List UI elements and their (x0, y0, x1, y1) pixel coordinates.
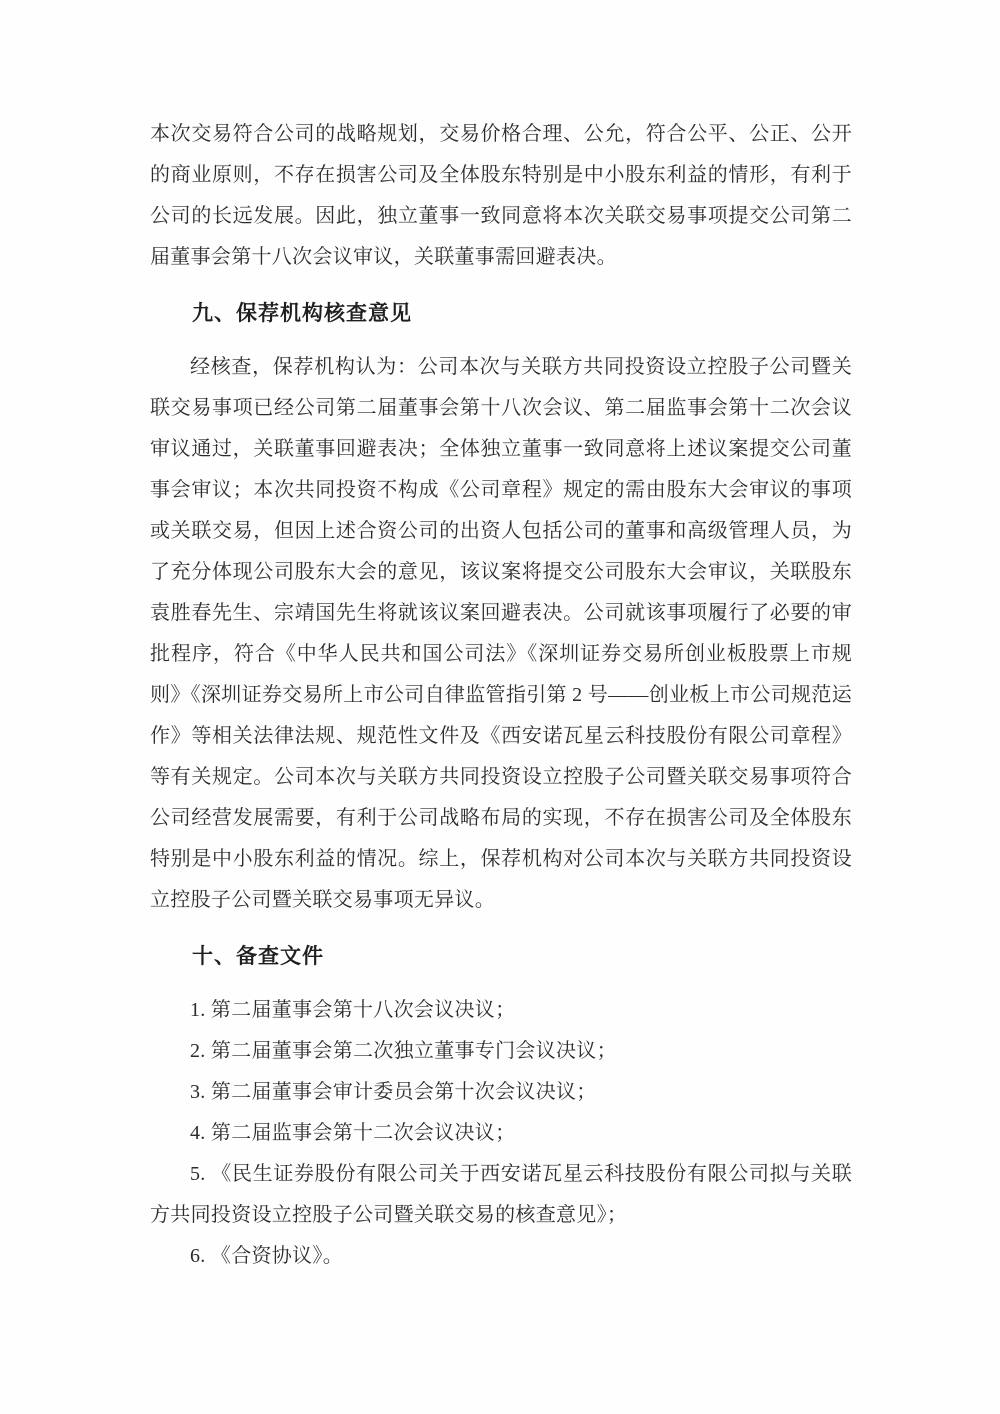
section-heading-ten: 十、备查文件 (192, 945, 324, 968)
section-heading-nine: 九、保荐机构核查意见 (192, 302, 412, 325)
reference-document-item-4: 4. 第二届监事会第十二次会议决议； (190, 1122, 516, 1144)
reference-document-item-1: 1. 第二届董事会第十八次会议决议； (190, 999, 516, 1021)
reference-document-item-3: 3. 第二届董事会审计委员会第十次会议决议； (190, 1081, 597, 1103)
intro-paragraph: 本次交易符合公司的战略规划，交易价格合理、公允，符合公平、公正、公开的商业原则，不存在损害公司及全体股东特别是中小股东利益的情形，有利于公司的长远发展。因此，独立董事一致同意将本次关联交易事项提交公司第二届董事会第十八次会议审议，关联董事需回避表决。 (150, 123, 852, 268)
reference-document-item-5: 5. 《民生证券股份有限公司关于西安诺瓦星云科技股份有限公司拟与关联方共同投资设立控股子公司暨关联交易的核查意见》； (150, 1163, 852, 1226)
section-nine-body-paragraph: 经核查，保荐机构认为：公司本次与关联方共同投资设立控股子公司暨关联交易事项已经公司第二届董事会第十八次会议、第二届监事会第十二次会议审议通过，关联董事回避表决；全体独立董事一致同意将上述议案提交公司董事会审议；本次共同投资不构成《公司章程》规定的需由股东大会审议的事项或关联交易，但因上述合资公司的出资人包括公司的董事和高级管理人员，为了充分体现公司股东大会的意见，该议案将提交公司股东大会审议，关联股东袁胜春先生、宗靖国先生将就该议案回避表决。公司就该事项履行了必要的审批程序，符合《中华人民共和国公司法》《深圳证券交易所创业板股票上市规则》《深圳证券交易所上市公司自律监管指引第 2 号——创业板上市公司规范运作》等相关法律法规、规范性文件及《西安诺瓦星云科技股份有限公司章程》等有关规定。公司本次与关联方共同投资设立控股子公司暨关联交易事项符合公司经营发展需要，有利于公司战略布局的实现，不存在损害公司及全体股东特别是中小股东利益的情况。综上，保荐机构对公司本次与关联方共同投资设立控股子公司暨关联交易事项无异议。 (150, 356, 852, 911)
reference-document-item-2: 2. 第二届董事会第二次独立董事专门会议决议； (190, 1040, 617, 1062)
reference-documents-list (150, 990, 852, 1277)
reference-document-item-6: 6. 《合资协议》。 (190, 1245, 343, 1267)
